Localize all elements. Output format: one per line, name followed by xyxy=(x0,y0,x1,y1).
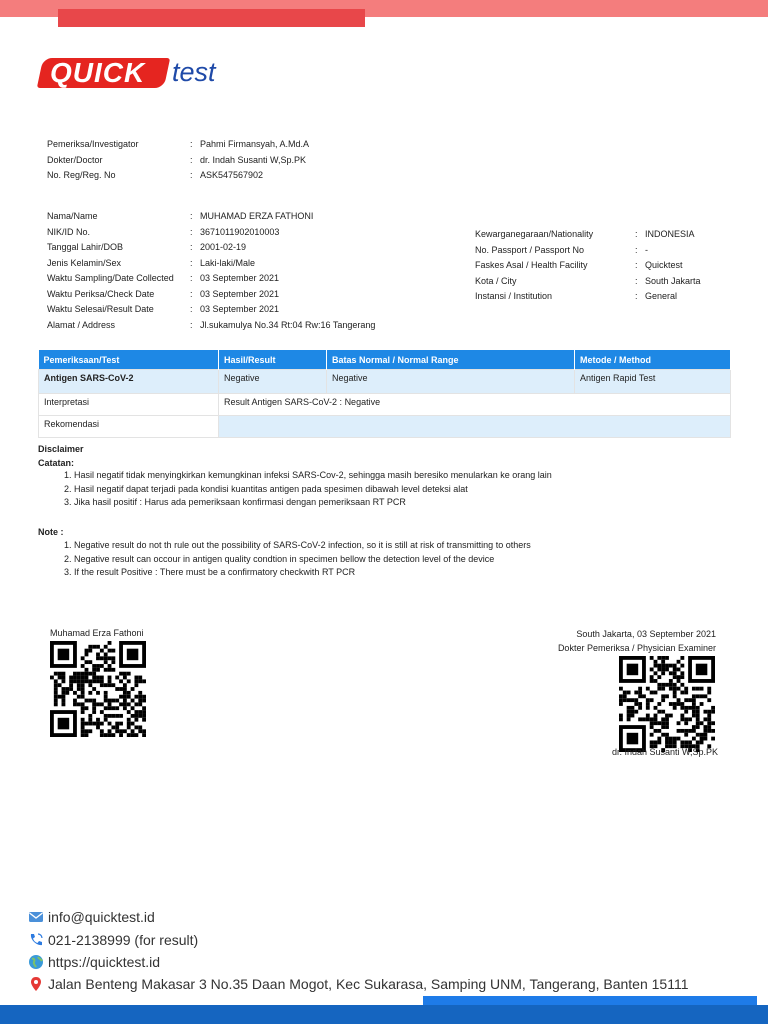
method-cell: Antigen Rapid Test xyxy=(575,370,731,394)
info-colon: : xyxy=(190,304,193,314)
info-row xyxy=(47,168,309,184)
info-label: Nama/Name xyxy=(47,211,98,221)
info-label: Alamat / Address xyxy=(47,319,116,330)
info-value: General xyxy=(645,291,678,301)
catatan-title: Catatan: xyxy=(38,458,75,468)
rekomendasi-value xyxy=(219,416,731,438)
info-value: ASK547567902 xyxy=(200,170,264,180)
phone-icon xyxy=(28,932,44,948)
patient-info-right xyxy=(475,227,701,305)
email-text[interactable]: info@quicktest.id xyxy=(48,909,155,925)
doctor-signature-name: dr. Indah Susanti W,Sp.PK xyxy=(611,747,718,757)
info-colon: : xyxy=(635,275,638,286)
list-item: 1. Negative result do not th rule out the possibility of SARS-CoV-2 infection, so it is still at risk of transmitting to others xyxy=(64,540,531,550)
table-row xyxy=(39,370,731,394)
info-label: Jenis Kelamin/Sex xyxy=(47,257,122,268)
info-label: Pemeriksa/Investigator xyxy=(47,139,139,149)
info-value: South Jakarta xyxy=(645,275,701,286)
info-label: Dokter/Doctor xyxy=(47,154,103,165)
disclaimer-title: Disclaimer xyxy=(38,444,84,454)
logo-brand-bold: QUICK xyxy=(50,57,146,88)
info-row xyxy=(47,318,375,334)
info-colon: : xyxy=(190,170,193,180)
info-value: dr. Indah Susanti W,Sp.PK xyxy=(200,154,307,165)
globe-icon xyxy=(28,954,44,970)
table-header: Batas Normal / Normal Range xyxy=(327,350,575,370)
website-link[interactable]: https://quicktest.id xyxy=(48,954,161,970)
info-value: 3671011902010003 xyxy=(200,226,280,237)
phone-text: 021-2138999 (for result) xyxy=(48,932,199,948)
info-row xyxy=(475,258,701,274)
interpretasi-prefix: Result Antigen SARS-CoV-2 : xyxy=(224,397,345,407)
table-header: Hasil/Result xyxy=(219,350,327,370)
info-label: No. Reg/Reg. No xyxy=(47,170,116,180)
list-item: 1. Hasil negatif tidak menyingkirkan kemungkinan infeksi SARS-Cov-2, sehingga masih beresiko menularkan ke orang lain xyxy=(64,470,552,480)
list-item: 2. Negative result can occour in antigen quality condtion in specimen bellow the detection level of the device xyxy=(64,553,495,564)
info-colon: : xyxy=(190,154,193,165)
info-value: 2001-02-19 xyxy=(200,242,247,252)
interpretasi-label: Interpretasi xyxy=(39,394,219,416)
info-label: No. Passport / Passport No xyxy=(475,244,585,255)
info-row xyxy=(47,137,309,153)
info-colon: : xyxy=(190,288,193,299)
list-item: 3. Jika hasil positif : Harus ada pemeriksaan konfirmasi dengan pemeriksaan RT PCR xyxy=(64,497,406,507)
info-colon: : xyxy=(635,229,638,239)
table-header: Pemeriksaan/Test xyxy=(39,350,219,370)
doctor-qr-code xyxy=(618,656,716,752)
rekomendasi-label: Rekomendasi xyxy=(39,416,219,438)
info-colon: : xyxy=(190,319,193,330)
examiner-info xyxy=(47,137,309,184)
info-value: Quicktest xyxy=(645,260,683,270)
info-colon: : xyxy=(635,244,638,255)
info-colon: : xyxy=(190,226,193,237)
info-row xyxy=(475,227,701,243)
address-text: Jalan Benteng Makasar 3 No.35 Daan Mogot, Kec Sukarasa, Samping UNM, Tangerang, Banten 15111 xyxy=(48,976,689,992)
info-colon: : xyxy=(190,211,193,221)
results-table xyxy=(38,350,731,438)
info-value: 03 September 2021 xyxy=(200,304,280,314)
info-row xyxy=(47,153,309,169)
contact-email xyxy=(28,909,155,925)
info-colon: : xyxy=(190,139,193,149)
info-colon: : xyxy=(635,260,638,270)
top-accent-bar xyxy=(58,9,365,27)
interpretasi-value: Negative xyxy=(344,397,381,407)
signature-right-block xyxy=(558,628,716,655)
info-value: Laki-laki/Male xyxy=(200,257,256,268)
logo-brand-light: test xyxy=(172,57,216,87)
location-pin-icon xyxy=(28,976,44,992)
table-header-row xyxy=(39,350,731,370)
info-label: Kota / City xyxy=(475,275,517,286)
info-colon: : xyxy=(190,242,193,252)
info-row xyxy=(475,289,701,305)
result-cell: Negative xyxy=(219,370,327,394)
bottom-decor-bar xyxy=(0,1005,768,1024)
info-value: Pahmi Firmansyah, A.Md.A xyxy=(200,139,310,149)
contact-address xyxy=(28,976,689,992)
contact-phone xyxy=(28,932,198,948)
signature-role: Dokter Pemeriksa / Physician Examiner xyxy=(557,642,716,653)
info-row xyxy=(47,256,375,272)
info-value: 03 September 2021 xyxy=(200,288,280,299)
info-value: - xyxy=(645,244,648,255)
patient-info xyxy=(47,209,375,333)
patient-signature-name: Muhamad Erza Fathoni xyxy=(50,628,144,638)
info-colon: : xyxy=(190,257,193,268)
info-row xyxy=(47,302,375,318)
table-header: Metode / Method xyxy=(575,350,731,370)
info-label: Kewarganegaraan/Nationality xyxy=(475,229,594,239)
info-label: NIK/ID No. xyxy=(47,226,91,237)
interpretasi-value-cell xyxy=(219,394,731,416)
info-row xyxy=(47,225,375,241)
table-row-rekomendasi xyxy=(39,416,731,438)
note-list xyxy=(64,539,531,580)
signature-place-date: South Jakarta, 03 September 2021 xyxy=(576,629,716,639)
info-label: Instansi / Institution xyxy=(475,291,553,301)
info-row xyxy=(47,271,375,287)
info-label: Waktu Sampling/Date Collected xyxy=(47,273,174,283)
info-row xyxy=(475,243,701,259)
catatan-list xyxy=(64,469,552,510)
info-value: INDONESIA xyxy=(645,229,695,239)
note-title: Note : xyxy=(38,527,64,537)
info-value: 03 September 2021 xyxy=(200,273,280,283)
info-row xyxy=(475,274,701,290)
info-label: Waktu Periksa/Check Date xyxy=(47,288,155,299)
info-row xyxy=(47,287,375,303)
test-name-cell: Antigen SARS-CoV-2 xyxy=(39,370,219,394)
info-label: Waktu Selesai/Result Date xyxy=(47,304,154,314)
info-label: Tanggal Lahir/DOB xyxy=(47,242,124,252)
normal-range-cell: Negative xyxy=(327,370,575,394)
info-value: MUHAMAD ERZA FATHONI xyxy=(200,211,314,221)
info-value: Jl.sukamulya No.34 Rt:04 Rw:16 Tangerang xyxy=(200,319,376,330)
info-row xyxy=(47,209,375,225)
email-icon xyxy=(28,909,44,925)
table-row-interpretasi xyxy=(39,394,731,416)
patient-qr-code xyxy=(49,641,147,737)
contact-website xyxy=(28,954,160,970)
list-item: 2. Hasil negatif dapat terjadi pada kondisi kuantitas antigen pada spesimen dibawah level deteksi alat xyxy=(64,483,468,494)
info-colon: : xyxy=(190,273,193,283)
list-item: 3. If the result Positive : There must be a confirmatory checkwith RT PCR xyxy=(64,567,356,577)
info-label: Faskes Asal / Health Facility xyxy=(475,260,588,270)
info-colon: : xyxy=(635,291,638,301)
info-row xyxy=(47,240,375,256)
